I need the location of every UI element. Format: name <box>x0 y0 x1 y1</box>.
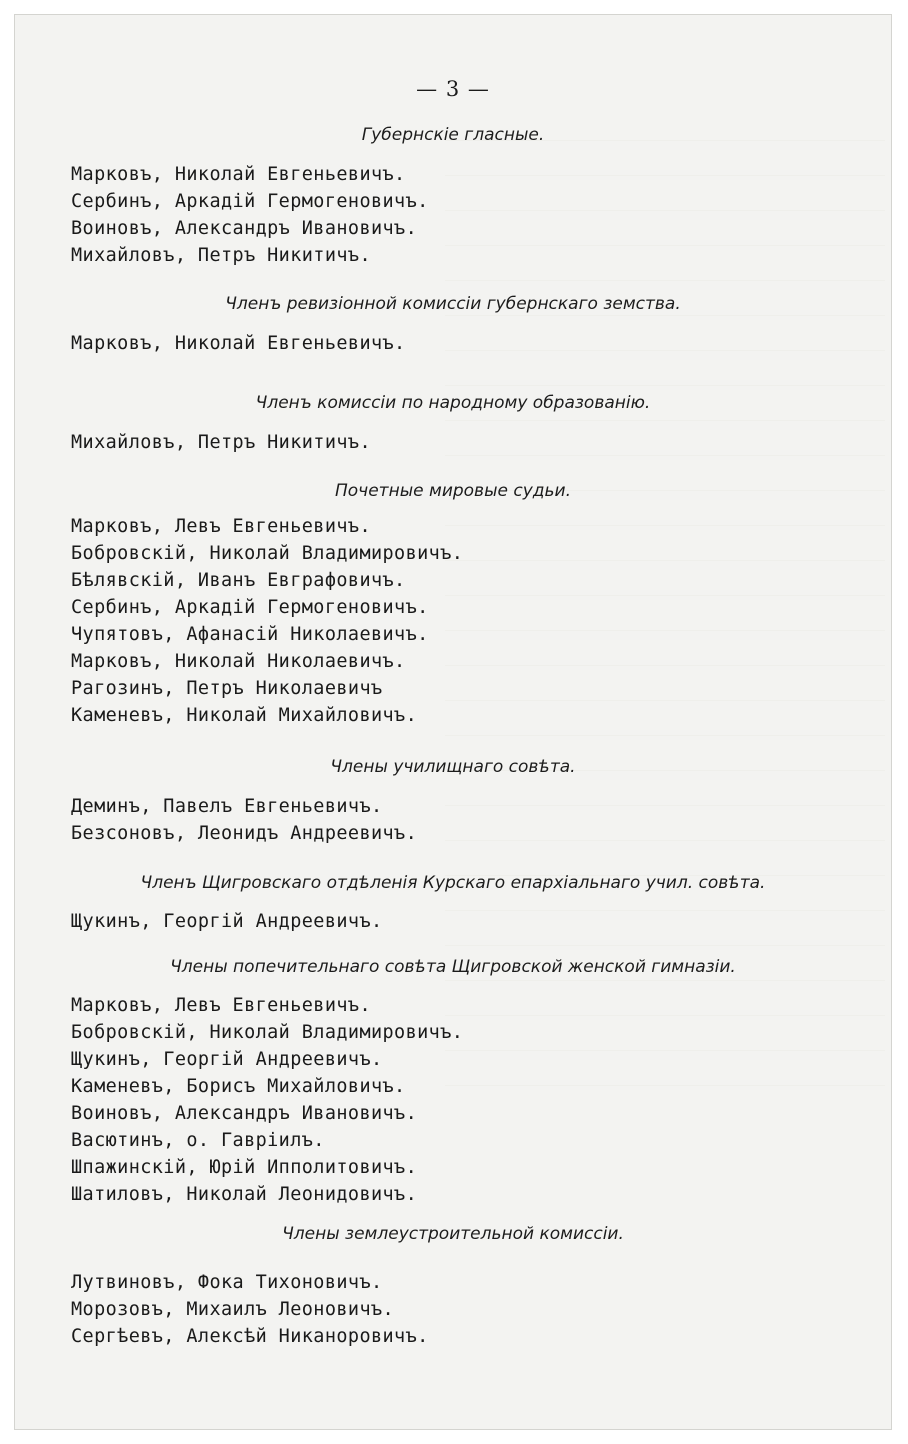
list-item: Шпажинскій, Юрій Ипполитовичъ. <box>71 1157 418 1178</box>
list-item: Деминъ, Павелъ Евгеньевичъ. <box>71 796 383 817</box>
section-heading: Члены училищнаго совѣта. <box>330 757 576 777</box>
name-list <box>71 793 417 847</box>
list-item: Сербинъ, Аркадій Гермогеновичъ. <box>71 597 429 618</box>
name-list <box>71 429 371 456</box>
section-heading: Члены землеустроительной комиссіи. <box>282 1224 624 1244</box>
list-item: Васютинъ, о. Гавріилъ. <box>71 1130 325 1151</box>
list-item: Воиновъ, Александръ Ивановичъ. <box>71 218 418 239</box>
list-item: Михайловъ, Петръ Никитичъ. <box>71 245 371 266</box>
name-list <box>71 992 463 1208</box>
list-item: Бѣлявскій, Иванъ Евграфовичъ. <box>71 570 406 591</box>
list-item: Воиновъ, Александръ Ивановичъ. <box>71 1103 418 1124</box>
list-item: Чупятовъ, Афанасій Николаевичъ. <box>71 624 429 645</box>
page-number: — 3 — <box>416 77 490 101</box>
list-item: Каменевъ, Борисъ Михайловичъ. <box>71 1076 406 1097</box>
list-item: Марковъ, Николай Евгеньевичъ. <box>71 333 406 354</box>
list-item: Шатиловъ, Николай Леонидовичъ. <box>71 1184 418 1205</box>
section-heading: Членъ ревизіонной комиссіи губернскаго земства. <box>225 294 681 314</box>
list-item: Морозовъ, Михаилъ Леоновичъ. <box>71 1299 395 1320</box>
list-item: Марковъ, Николай Евгеньевичъ. <box>71 164 406 185</box>
section-heading: Членъ Щигровскаго отдѣленія Курскаго епархіальнаго учил. совѣта. <box>140 873 766 893</box>
list-item: Щукинъ, Георгій Андреевичъ. <box>71 911 383 932</box>
section-heading: Члены попечительнаго совѣта Щигровской женской гимназіи. <box>170 957 736 977</box>
list-item: Сербинъ, Аркадій Гермогеновичъ. <box>71 191 429 212</box>
name-list <box>71 513 463 729</box>
list-item: Марковъ, Николай Николаевичъ. <box>71 651 406 672</box>
list-item: Щукинъ, Георгій Андреевичъ. <box>71 1049 383 1070</box>
name-list <box>71 908 383 935</box>
section-heading: Членъ комиссіи по народному образованію. <box>255 393 651 413</box>
name-list <box>71 330 406 357</box>
name-list <box>71 161 429 269</box>
list-item: Рагозинъ, Петръ Николаевичъ <box>71 678 383 699</box>
section-heading: Губернскіе гласные. <box>361 125 545 145</box>
document-page <box>14 14 892 1430</box>
list-item: Безсоновъ, Леонидъ Андреевичъ. <box>71 823 418 844</box>
list-item: Сергѣевъ, Алексѣй Никаноровичъ. <box>71 1326 429 1347</box>
list-item: Бобровскій, Николай Владимировичъ. <box>71 1022 464 1043</box>
list-item: Каменевъ, Николай Михайловичъ. <box>71 705 418 726</box>
list-item: Марковъ, Левъ Евгеньевичъ. <box>71 516 371 537</box>
name-list <box>71 1269 429 1350</box>
list-item: Михайловъ, Петръ Никитичъ. <box>71 432 371 453</box>
list-item: Бобровскій, Николай Владимировичъ. <box>71 543 464 564</box>
list-item: Марковъ, Левъ Евгеньевичъ. <box>71 995 371 1016</box>
section-heading: Почетные мировые судьи. <box>335 481 571 501</box>
list-item: Лутвиновъ, Фока Тихоновичъ. <box>71 1272 383 1293</box>
